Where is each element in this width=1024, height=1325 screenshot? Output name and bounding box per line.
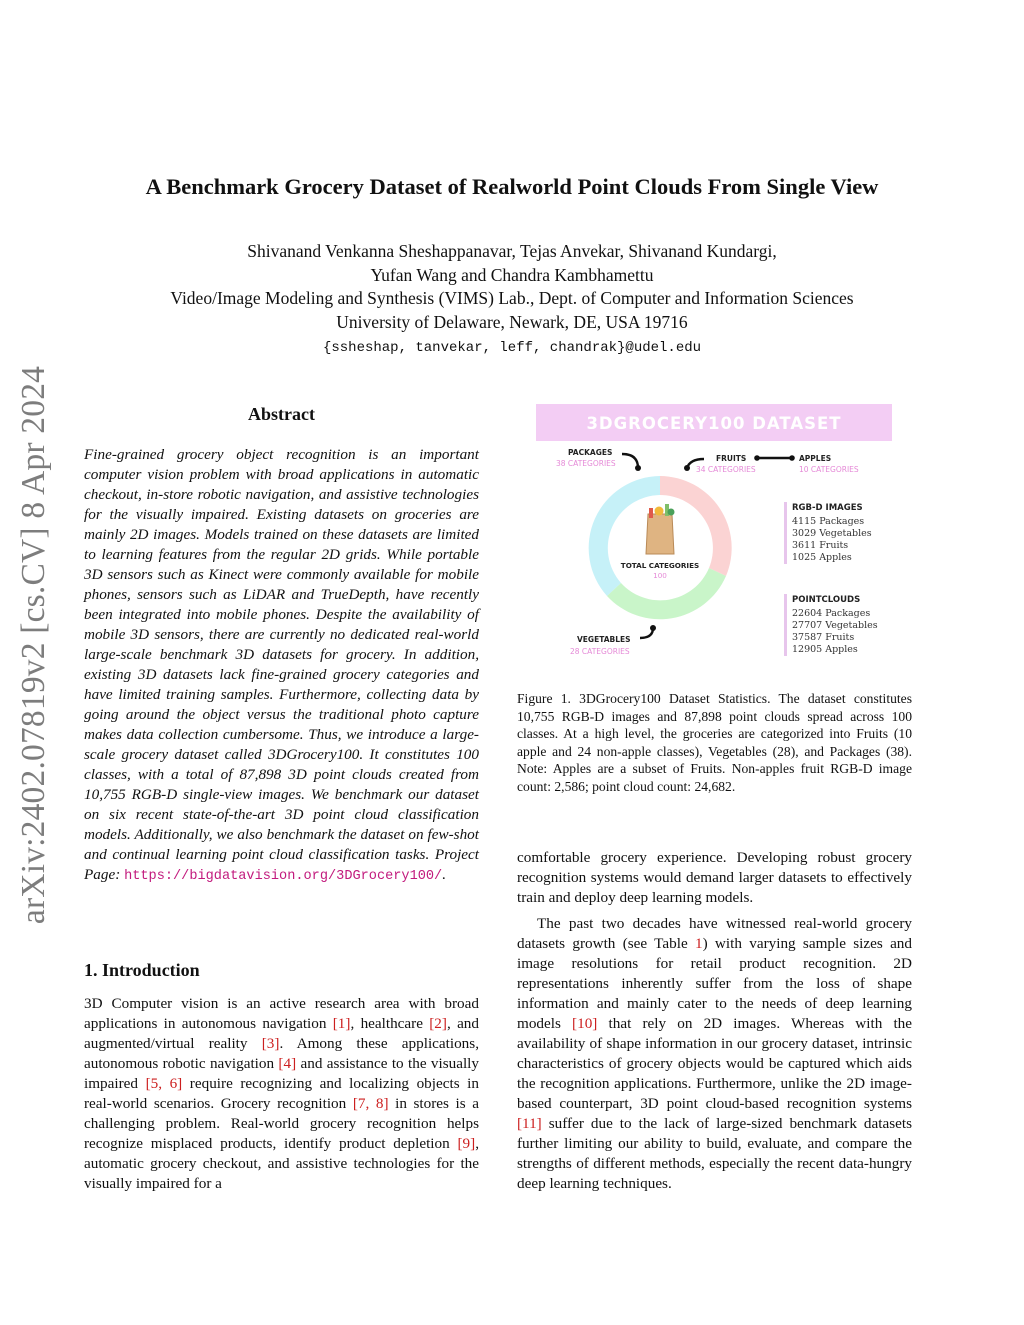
total-categories-label: TOTAL CATEGORIES xyxy=(620,561,700,570)
pc-apples: 12905 Apples xyxy=(792,644,858,655)
rgbd-vegetables: 3029 Vegetables xyxy=(792,528,872,539)
abstract-heading: Abstract xyxy=(248,404,315,424)
pc-packages: 22604 Packages xyxy=(792,608,871,619)
citation-10[interactable]: [10] xyxy=(572,1015,598,1032)
citation-2[interactable]: [2] xyxy=(429,1015,447,1032)
fruits-categories: 34 CATEGORIES xyxy=(696,465,756,474)
rgbd-fruits: 3611 Fruits xyxy=(792,540,849,551)
vegetables-categories: 28 CATEGORIES xyxy=(570,647,630,656)
packages-label: PACKAGES xyxy=(568,448,613,457)
abstract-text xyxy=(84,445,479,887)
fruits-label: FRUITS xyxy=(716,454,747,463)
pointclouds-stats xyxy=(784,594,878,656)
rgbd-images-heading: RGB-D IMAGES xyxy=(792,503,863,513)
affiliation-line-2: University of Delaware, Newark, DE, USA 19716 xyxy=(336,311,688,332)
abstract-body-text: Fine-grained grocery object recognition is an important computer vision problem with broad applications in automatic checkout, in-store robotic navigation, and assistive technologies for the visually impaired. Existing datasets on groceries are mainly 2D images. Models trained on these datasets are limited to learning features from the regular 2D grids. While portable 3D sensors such as Kinect were commonly available for mobile phones, sensors such as LiDAR and TrueDepth, have recently been integrated into mobile phones. Despite the availability of mobile 3D sensors, there are currently no dedicated real-world large-scale benchmark 3D datasets for grocery. In addition, existing 3D datasets lack fine-grained grocery categories and have limited training samples. Furthermore, collecting data by going around the object versus the traditional photo capture makes data collection cumbersome. Thus, we introduce a large-scale grocery dataset called 3DGrocery100. It constitutes 100 classes, with a total of 87,898 3D point clouds created from 10,755 RGB-D single-view images. We benchmark our dataset on six recent state-of-the-art 3D point cloud classification models. Additionally, we also benchmark the dataset on few-shot and continual learning point cloud classification tasks. Project Page: xyxy=(84,446,479,883)
arxiv-identifier xyxy=(12,362,56,928)
right-column-text xyxy=(517,848,912,1200)
packages-connector xyxy=(622,454,638,468)
affiliation-line-1: Video/Image Modeling and Synthesis (VIMS) Lab., Dept. of Computer and Information Sciences xyxy=(170,288,854,308)
citation-5-6[interactable]: [5, 6] xyxy=(145,1075,183,1092)
citation-7-8[interactable]: [7, 8] xyxy=(352,1095,389,1112)
table-reference[interactable]: 1 xyxy=(694,935,703,952)
continued-paragraph: comfortable grocery experience. Developing robust grocery recognition systems would demand larger datasets to effectively train and deploy deep learning models. xyxy=(517,849,912,906)
apples-categories: 10 CATEGORIES xyxy=(799,465,859,474)
figure-caption: Figure 1. 3DGrocery100 Dataset Statistics. The dataset constitutes 10,755 RGB-D images and 87,898 point clouds spread across 100 classes. At a high level, the groceries are categorized into Fruits (10 apple and 24 non-apple classes), Vegetables (28), and Packages (38). Note: Apples are a subset of Fruits. Non-apples fruit RGB-D image count: 2,586; point cloud count: 24,682. xyxy=(517,691,912,794)
pointclouds-heading: POINTCLOUDS xyxy=(792,595,861,605)
citation-3[interactable]: [3] xyxy=(261,1035,280,1052)
author-line-1: Shivanand Venkanna Sheshappanavar, Tejas Anvekar, Shivanand Kundargi, xyxy=(247,241,777,261)
total-categories-value: 100 xyxy=(653,571,667,580)
pc-fruits: 37587 Fruits xyxy=(792,632,855,643)
intro-paragraph: 3D Computer vision is an active research area with broad applications in autonomous navigation [1], healthcare [2], and augmented/virtual reality [3]. Among these applications, autonomous robotic navigation [4] and assistance to the visually impaired [5, 6] require recognizing and localizing objects in real-world scenarios. Grocery recognition [7, 8] in stores is a challenging problem. Real-world grocery recognition helps recognize misplaced products, identify product depletion [9], automatic grocery checkout, and assistive technologies for the visually impaired for a xyxy=(84,995,479,1192)
citation-9[interactable]: [9] xyxy=(457,1135,476,1152)
apples-label: APPLES xyxy=(799,454,832,463)
section-heading-introduction: 1. Introduction xyxy=(84,960,200,980)
rgbd-apples: 1025 Apples xyxy=(792,552,852,563)
citation-1[interactable]: [1] xyxy=(332,1015,351,1032)
arxiv-identifier-text: arXiv:2402.07819v2 [cs.CV] 8 Apr 2024 xyxy=(15,365,52,925)
citation-4[interactable]: [4] xyxy=(278,1055,297,1072)
citation-11[interactable]: [11] xyxy=(517,1115,542,1132)
author-block xyxy=(60,240,964,334)
vegetables-label: VEGETABLES xyxy=(577,635,631,644)
packages-categories: 38 CATEGORIES xyxy=(556,459,616,468)
pc-vegetables: 27707 Vegetables xyxy=(792,620,878,631)
project-page-link[interactable]: https://bigdatavision.org/3DGrocery100/ xyxy=(124,869,443,884)
author-line-2: Yufan Wang and Chandra Kambhamettu xyxy=(370,264,654,285)
grocery-bag-icon xyxy=(646,504,675,554)
rgbd-packages: 4115 Packages xyxy=(792,516,865,527)
paper-title: A Benchmark Grocery Dataset of Realworld Point Clouds From Single View xyxy=(145,174,879,199)
abstract-end: . xyxy=(442,866,447,883)
paragraph-2D-vs-3D: The past two decades have witnessed real-world grocery datasets growth (see Table 1) with varying sample sizes and image resolutions for retail product recognition. 2D representations inherently suffer from the loss of shape information and mainly cater to the needs of deep learning models [10] that rely on 2D images. Whereas with the availability of shape information in our grocery dataset, intrinsic characteristics of grocery objects would be captured which aids the recognition applications. Furthermore, unlike the 2D image-based counterpart, 3D point cloud-based recognition systems [11] suffer due to the lack of large-sized benchmark datasets further limiting our ability to build, evaluate, and compare the strengths of different methods, especially the recent data-hungry deep learning techniques. xyxy=(517,915,913,1192)
author-emails: {ssheshap, tanvekar, leff, chandrak}@udel.edu xyxy=(322,340,702,356)
rgbd-images-stats xyxy=(784,502,872,564)
figure-banner-text: 3DGROCERY100 DATASET xyxy=(586,414,842,433)
figure-dataset-stats xyxy=(530,398,910,666)
